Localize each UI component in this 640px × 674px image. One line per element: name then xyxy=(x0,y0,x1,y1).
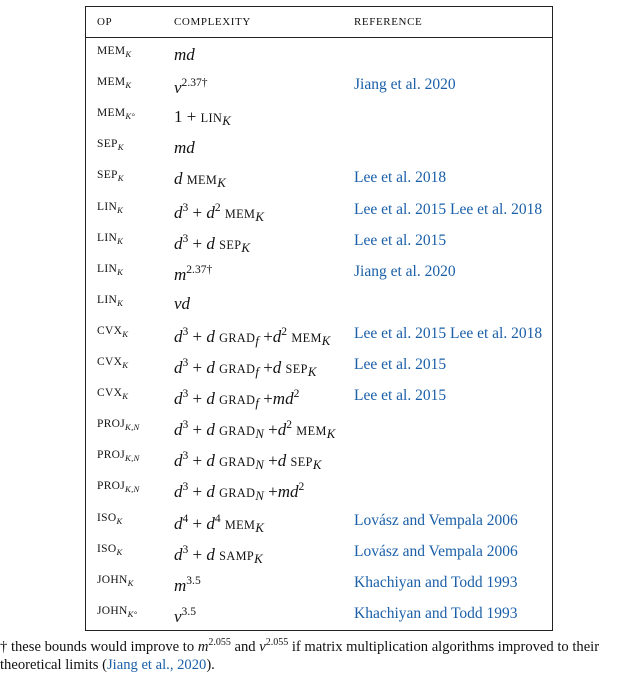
table-row xyxy=(86,319,552,350)
complexity-cell: $m^{3.5}$ xyxy=(174,573,201,595)
complexity-cell: $m^{2.37\dagger}$ xyxy=(174,262,213,284)
footnote-text-4: ). xyxy=(206,656,215,673)
table-row xyxy=(86,226,552,257)
op-cell: $SEP_K$ xyxy=(97,138,124,153)
reference-cell[interactable]: Khachiyan and Todd 1993 xyxy=(354,573,518,591)
reference-cell[interactable]: Lovász and Vempala 2006 xyxy=(354,511,518,529)
op-cell: $LIN_K$ xyxy=(97,200,124,215)
reference-cell[interactable]: Lee et al. 2018 xyxy=(354,169,447,187)
table-row xyxy=(86,195,552,226)
op-cell: $PROJ_{K,N}$ xyxy=(97,449,140,464)
reference-cell[interactable]: Lee et al. 2015 Lee et al. 2018 xyxy=(354,324,543,342)
op-cell: $ISO_K$ xyxy=(97,511,123,526)
footnote-text-1: † these bounds would improve to xyxy=(0,638,198,655)
op-cell: $CVX_K$ xyxy=(97,324,129,339)
op-cell: $ISO_K$ xyxy=(97,542,123,557)
table-row xyxy=(86,537,552,568)
table-row xyxy=(86,443,552,474)
complexity-cell: $d^4 + d^4$ $MEM_K$ xyxy=(174,511,264,535)
complexity-table xyxy=(85,6,553,631)
complexity-cell: $d^3 + d$ $SAMP_K$ xyxy=(174,542,263,566)
footnote-citation-link[interactable]: Jiang et al., 2020 xyxy=(107,656,207,673)
complexity-cell: $d^3 + d$ $GRAD_f +d^2$ $MEM_K$ xyxy=(174,324,331,348)
table-row xyxy=(86,39,552,70)
complexity-cell: $d^3 + d$ $GRAD_f +md^2$ xyxy=(174,387,300,411)
table-row xyxy=(86,412,552,443)
reference-cell[interactable]: Khachiyan and Todd 1993 xyxy=(354,604,518,622)
reference-cell[interactable]: Lovász and Vempala 2006 xyxy=(354,542,518,560)
op-cell: $PROJ_{K,N}$ xyxy=(97,480,140,495)
footnote-text-3: if matrix multiplication algorithms improved to their theoretical limits ( xyxy=(0,638,600,673)
op-cell: $MEM_K$ xyxy=(97,45,132,59)
reference-cell[interactable]: Lee et al. 2015 xyxy=(354,231,447,249)
footnote-v-exp: 2.055 xyxy=(265,637,289,648)
complexity-cell: $d^3 + d$ $GRAD_N +md^2$ xyxy=(174,480,305,504)
table-row xyxy=(86,288,552,319)
complexity-cell: $d^3 + d$ $GRAD_N +d$ $SEP_K$ xyxy=(174,449,322,473)
op-cell: $MEM_K$ xyxy=(97,76,132,91)
complexity-cell: d $MEM_K$ xyxy=(174,169,226,191)
table-row xyxy=(86,381,552,412)
op-cell: $LIN_K$ xyxy=(97,262,124,277)
complexity-cell: vd xyxy=(174,293,191,313)
complexity-cell: md xyxy=(174,45,195,64)
table-row xyxy=(86,101,552,132)
table-header xyxy=(86,7,552,38)
op-cell: $LIN_K$ xyxy=(97,231,124,246)
header-op: OP xyxy=(97,16,113,28)
header-reference: REFERENCE xyxy=(354,16,423,28)
op-cell: $SEP_K$ xyxy=(97,169,124,184)
complexity-cell: $d^3 + d^2$ $MEM_K$ xyxy=(174,200,264,224)
complexity-cell: $d^3 + d$ $SEP_K$ xyxy=(174,231,250,255)
reference-cell[interactable]: Lee et al. 2015 xyxy=(354,356,447,373)
footnote-text-2: and xyxy=(230,638,260,655)
complexity-cell: $1 + LIN_K$ xyxy=(174,107,231,129)
op-cell: $CVX_K$ xyxy=(97,356,129,370)
op-cell: $PROJ_{K,N}$ xyxy=(97,418,140,433)
header-complexity: COMPLEXITY xyxy=(174,16,251,28)
op-cell: $JOHN_K$ xyxy=(97,573,134,588)
reference-cell[interactable]: Jiang et al. 2020 xyxy=(354,76,456,94)
table-row xyxy=(86,257,552,288)
table-row xyxy=(86,132,552,163)
reference-cell[interactable]: Lee et al. 2015 Lee et al. 2018 xyxy=(354,200,543,218)
table-row xyxy=(86,163,552,194)
op-cell: $JOHN_{K^\circ}$ xyxy=(97,604,138,619)
table-row xyxy=(86,350,552,381)
reference-cell[interactable]: Jiang et al. 2020 xyxy=(354,262,456,280)
reference-cell[interactable]: Lee et al. 2015 xyxy=(354,387,447,405)
complexity-cell: $v^{2.37\dagger}$ xyxy=(174,76,208,98)
footnote-m-exp: 2.055 xyxy=(208,637,231,648)
footnote: † these bounds would improve to $m^{2.055}$ and $v^{2.055}$ if matrix multiplication algorithms improved to their theoretical limits (Jiang et al., 2020). xyxy=(0,637,600,673)
table-row xyxy=(86,506,552,537)
complexity-cell: $d^3 + d$ $GRAD_f +d$ $SEP_K$ xyxy=(174,356,317,379)
complexity-cell: $v^{3.5}$ xyxy=(174,604,196,626)
complexity-cell: md xyxy=(174,138,195,158)
table-row xyxy=(86,599,552,630)
table-row xyxy=(86,70,552,101)
op-cell: $LIN_K$ xyxy=(97,293,124,308)
complexity-cell: $d^3 + d$ $GRAD_N +d^2$ $MEM_K$ xyxy=(174,418,336,442)
table-row xyxy=(86,568,552,599)
op-cell: $CVX_K$ xyxy=(97,387,129,402)
op-cell: $MEM_{K^\circ}$ xyxy=(97,107,136,122)
table-row xyxy=(86,474,552,505)
